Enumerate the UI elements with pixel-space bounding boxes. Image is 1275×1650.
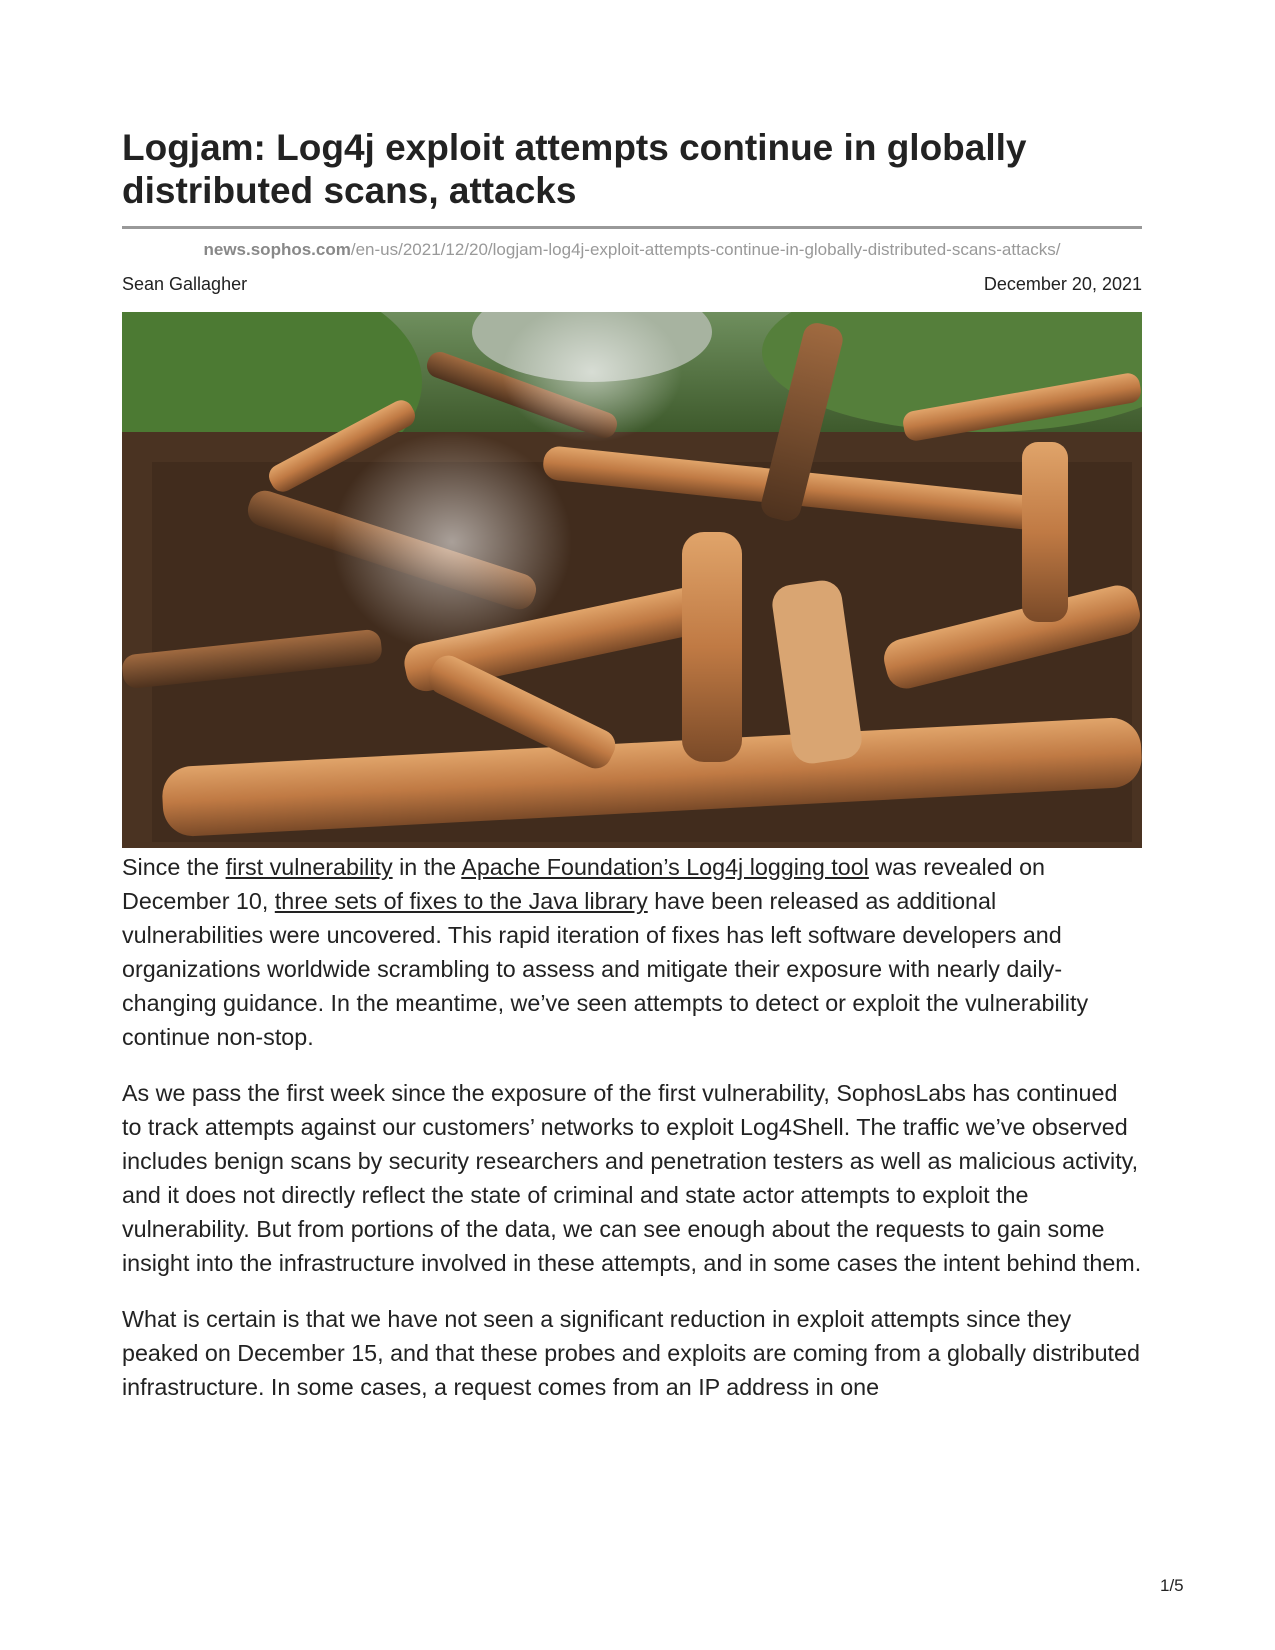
source-url[interactable] bbox=[122, 240, 1142, 260]
log-debris-photo-icon bbox=[122, 312, 1142, 848]
article-body bbox=[122, 850, 1142, 1404]
title-divider bbox=[122, 226, 1142, 229]
paragraph-text: Since the bbox=[122, 854, 226, 880]
page-number: 1/5 bbox=[1160, 1576, 1184, 1595]
paragraph-1 bbox=[122, 850, 1142, 1054]
paragraph-text: was revealed on December 10, bbox=[122, 854, 1046, 914]
paragraph-text: in the bbox=[392, 854, 462, 880]
url-path: /en-us/2021/12/20/logjam-log4j-exploit-attempts-continue-in-globally-distributed-scans-attacks/ bbox=[350, 240, 1061, 259]
url-host: news.sophos.com bbox=[203, 240, 351, 259]
byline bbox=[122, 274, 1142, 295]
publish-date: December 20, 2021 bbox=[983, 274, 1142, 294]
link-apache-log4j[interactable]: Apache Foundation’s Log4j logging tool bbox=[461, 854, 869, 880]
author: Sean Gallagher bbox=[122, 274, 248, 294]
link-java-fixes[interactable]: three sets of fixes to the Java library bbox=[274, 888, 648, 914]
paragraph-3: What is certain is that we have not seen a significant reduction in exploit attempts since they peaked on December 15, and that these probes and exploits are coming from a globally distributed infrastructure. In some cases, a request comes from an IP address in one bbox=[122, 1306, 1140, 1400]
article bbox=[122, 126, 1142, 1426]
paragraph-2: As we pass the first week since the exposure of the first vulnerability, SophosLabs has continued to track attempts against our customers’ networks to exploit Log4Shell. The traffic we’ve observed includes benign scans by security researchers and penetration testers as well as malicious activity, and it does not directly reflect the state of criminal and state actor attempts to exploit the vulnerability. But from portions of the data, we can see enough about the requests to gain some insight into the infrastructure involved in these attempts, and in some cases the intent behind them. bbox=[122, 1080, 1142, 1276]
link-first-vulnerability[interactable]: first vulnerability bbox=[225, 854, 393, 880]
hero-image bbox=[122, 312, 1142, 848]
paragraph-text: have been released as additional vulnerabilities were uncovered. This rapid iteration of fixes has left software developers and organizations worldwide scrambling to assess and mitigate their exposure with nearly daily-changing guidance. In the meantime, we’ve seen attempts to detect or exploit the vulnerability continue non-stop. bbox=[122, 888, 1089, 1050]
article-title: Logjam: Log4j exploit attempts continue in globally distributed scans, attacks bbox=[122, 127, 1027, 211]
